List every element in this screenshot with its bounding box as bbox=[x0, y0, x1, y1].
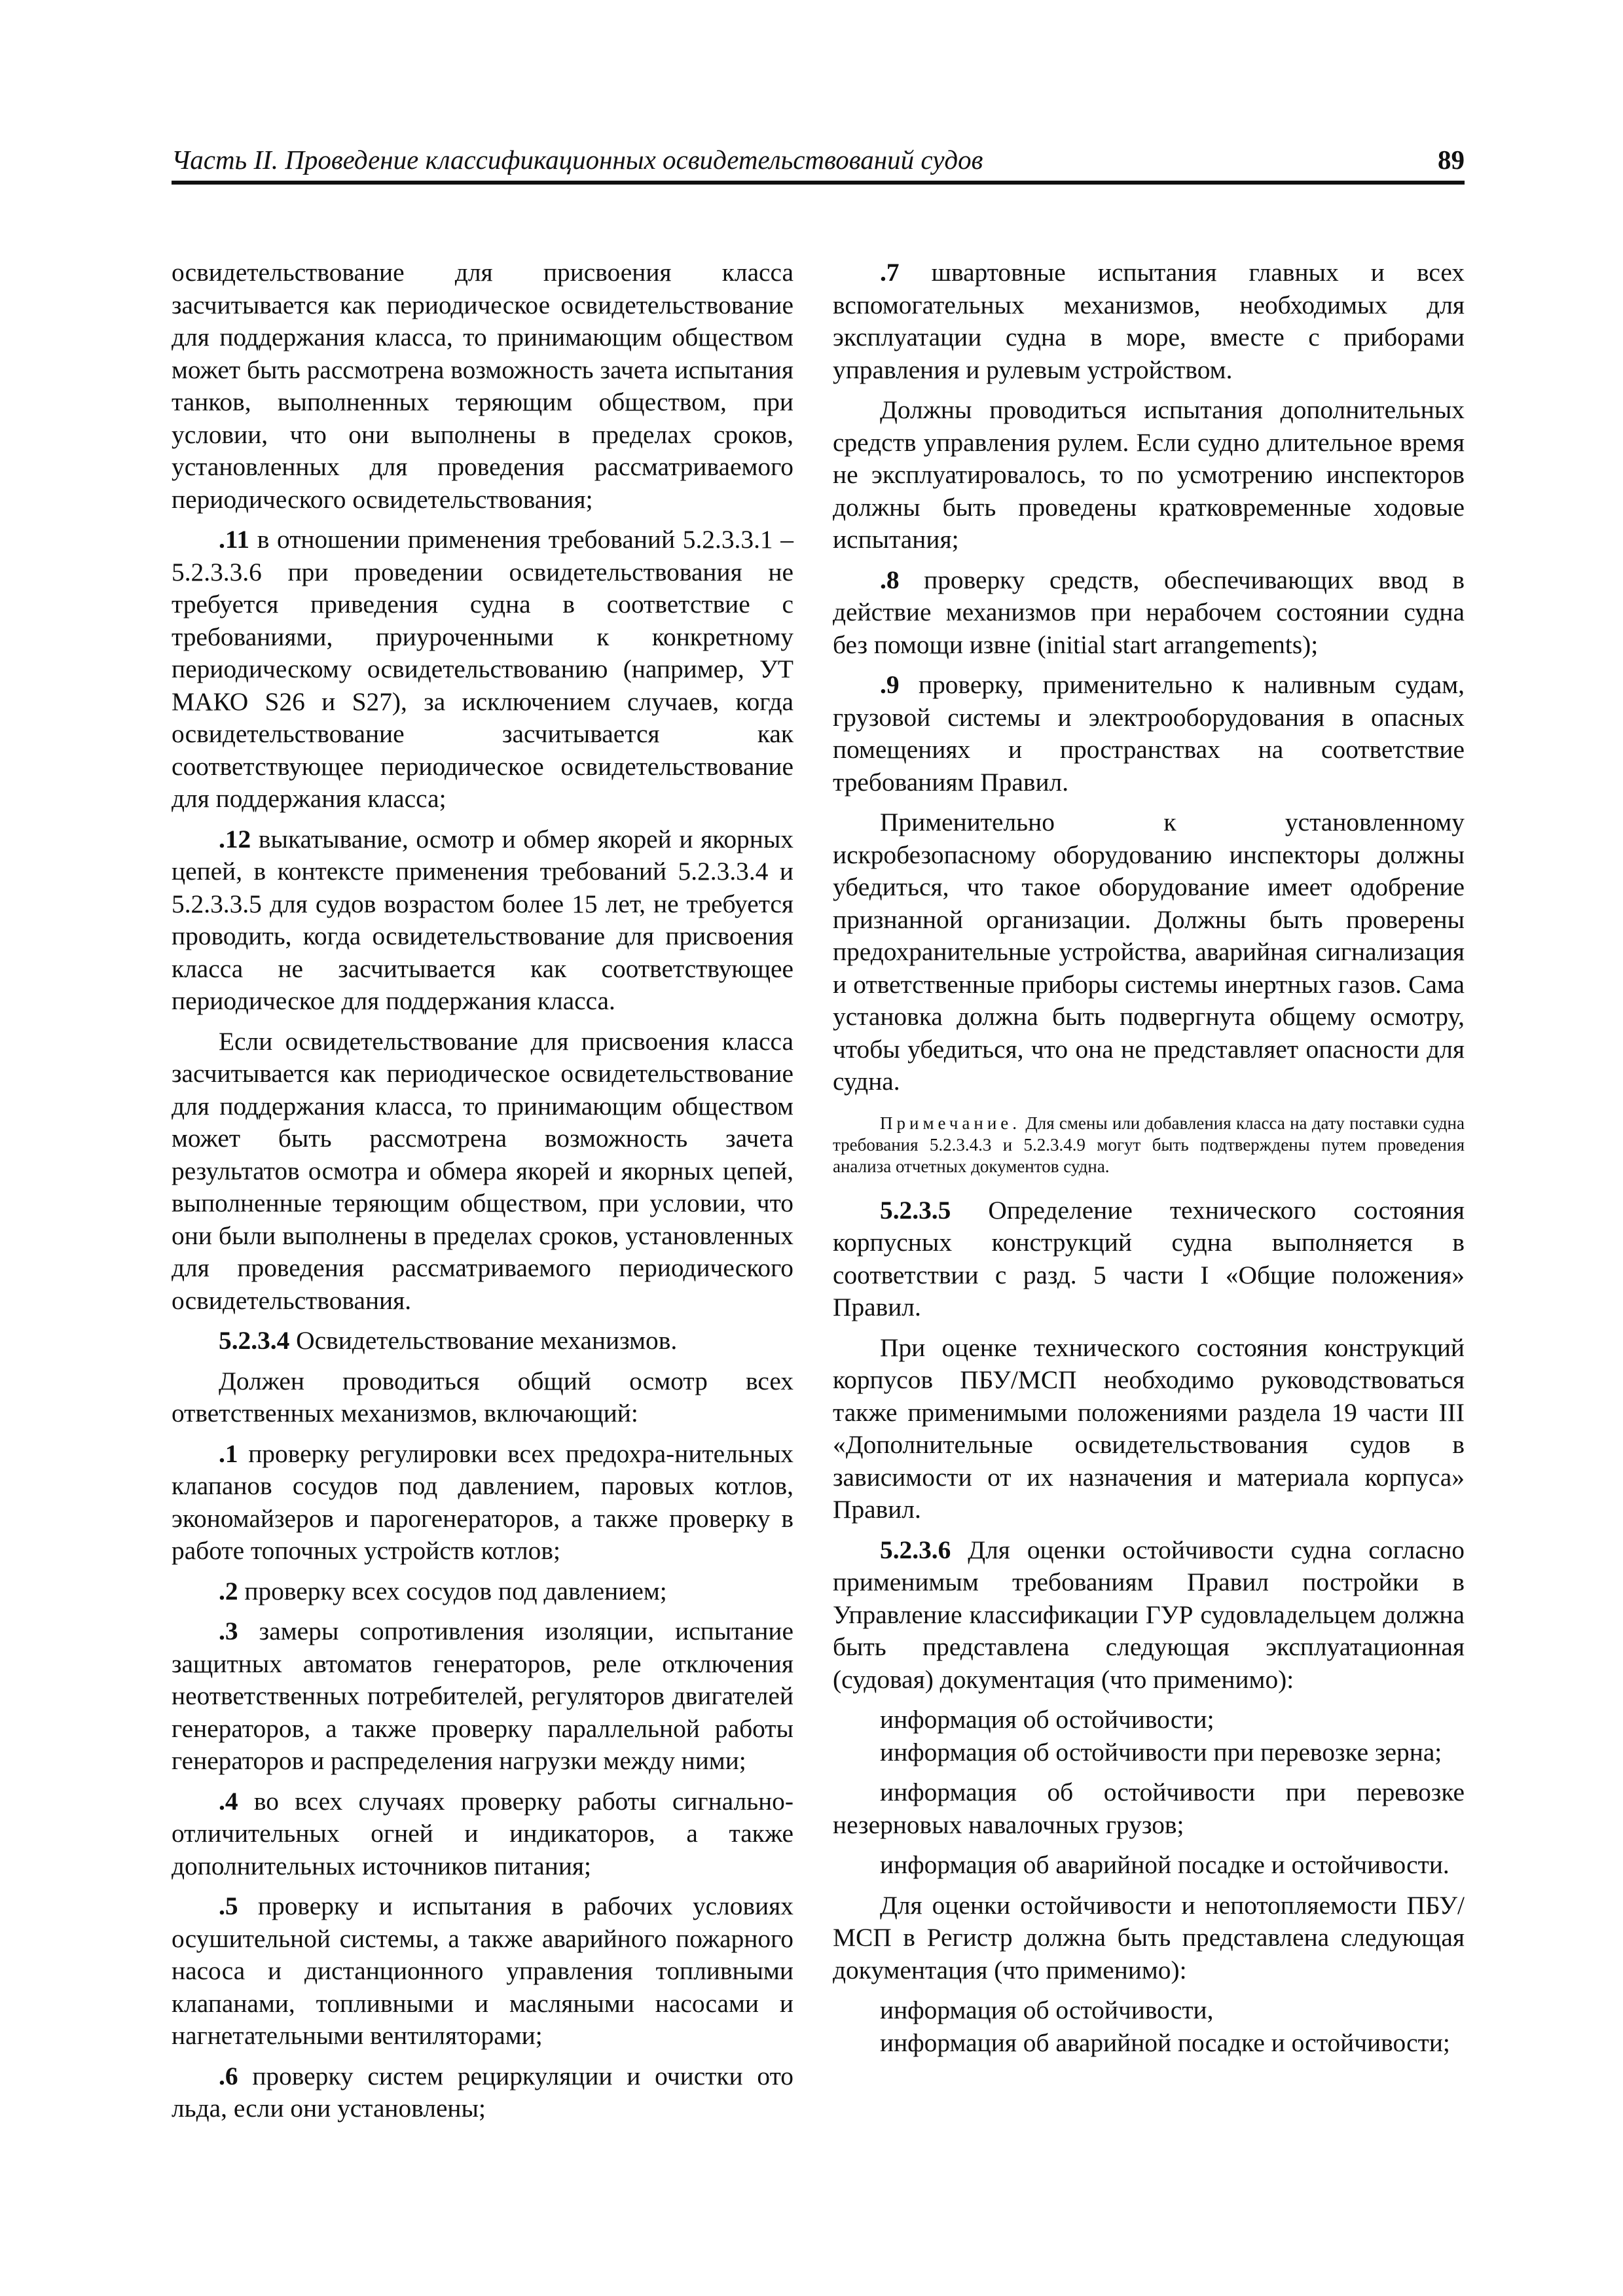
item-text: замеры сопротивления изоляции, испытание защитных автоматов генераторов, реле отключения неответственных потребителей, регуляторов двигателей генераторов, а также проверку параллельной работы генераторов и распределения нагрузки между ними; bbox=[172, 1617, 793, 1775]
left-column bbox=[172, 257, 793, 2133]
page-number: 89 bbox=[1438, 145, 1465, 175]
item-number: .5 bbox=[219, 1892, 238, 1920]
item-text: выкатывание, осмотр и обмер якорей и якорных цепей, в контексте применения требований 5.2.3.3.4 и 5.2.3.3.5 для судов возрастом более 15 лет, не требуется проводить, когда освидетельствование для присвоения класса не засчитывается как соответствующее периодическое для поддержания класса. bbox=[172, 824, 793, 1015]
item-number: .2 bbox=[219, 1576, 238, 1605]
item-text: проверку и испытания в рабочих условиях осушительной системы, а также аварийного пожарного насоса и дистанционного управления топливными клапанами, топливными и масляными насосами и нагнетательными вентиляторами; bbox=[172, 1892, 793, 2050]
paragraph bbox=[833, 564, 1465, 662]
item-text: проверку регулировки всех предохра-нительных клапанов сосудов под давлением, паровых котлов, экономайзеров и парогенераторов, а также проверку в работе топочных устройств котлов; bbox=[172, 1439, 793, 1565]
section-text: Для оценки остойчивости судна согласно применимым требованиям Правил постройки в Управление классификации ГУР судовладельцем должна быть представлена следующая эксплуатационная (судовая) документация (что применимо): bbox=[833, 1535, 1465, 1694]
item-text: проверку всех сосудов под давлением; bbox=[238, 1576, 667, 1605]
section-number: 5.2.3.6 bbox=[880, 1535, 951, 1564]
paragraph: При оценке технического состояния конструкций корпусов ПБУ/МСП необходимо руководствоваться также применимыми положениями раздела 19 части III «Дополнительные освидетельствования судов в зависимости от их назначения и материала корпуса» Правил. bbox=[833, 1333, 1465, 1524]
section-heading bbox=[833, 1534, 1465, 1696]
paragraph: Должны проводиться испытания дополнительных средств управления рулем. Если судно длительное время не эксплуатировалось, то по усмотрению инспекторов должны быть проведены кратковременные ходовые испытания; bbox=[833, 395, 1465, 554]
paragraph: Применительно к установленному искробезопасному оборудованию инспекторы должны убедиться, что такое оборудование имеет одобрение признанной организации. Должны быть проверены предохранительные устройства, аварийная сигнализация и ответственные приборы системы инертных газов. Сама установка должна быть подвергнута общему осмотру, чтобы убедиться, что она не представляет опасности для судна. bbox=[833, 808, 1465, 1096]
section-heading bbox=[172, 1325, 793, 1357]
item-text: в отношении применения требований 5.2.3.3.1 – 5.2.3.3.6 при проведении освидетельствования не требуется приведения судна в соответствие с требованиями, приуроченными к конкретному периодическому освидетельствованию (например, УТ МАКО S26 и S27), за исключением случаев, когда освидетельствование засчитывается как соответствующее периодическое освидетельствование для поддержания класса; bbox=[172, 525, 793, 813]
note-text: Для смены или добавления класса на дату поставки судна требования 5.2.3.4.3 и 5.2.3.4.9 могут быть подтверждены путем проведения анализа отчетных документов судна. bbox=[833, 1113, 1465, 1176]
paragraph: освидетельствование для присвоения класса засчитывается как периодическое освидетельствование для поддержания класса, то принимающим обществом может быть рассмотрена возможность зачета испытания танков, выполненных теряющим обществом, при условии, что они выполнены в пределах сроков, установленных для проведения рассматриваемого периодического освидетельствования; bbox=[172, 258, 793, 514]
paragraph bbox=[833, 257, 1465, 386]
item-number: .6 bbox=[219, 2061, 238, 2090]
item-number: .8 bbox=[880, 565, 900, 594]
item-text: проверку, применительно к наливным судам, грузовой системы и электрооборудования в опасных помещениях и пространствах на соответствие требованиям Правил. bbox=[833, 670, 1465, 797]
item-text: проверку средств, обеспечивающих ввод в действие механизмов при нерабочем состоянии судна без помощи извне (initial start arrangements); bbox=[833, 565, 1465, 659]
item-number: .3 bbox=[219, 1617, 238, 1645]
paragraph bbox=[172, 1575, 793, 1608]
paragraph: Должен проводиться общий осмотр всех ответственных механизмов, включающий: bbox=[172, 1366, 793, 1427]
note bbox=[833, 1113, 1465, 1177]
running-header bbox=[172, 140, 1465, 185]
item-number: .12 bbox=[219, 824, 251, 853]
paragraph bbox=[833, 669, 1465, 798]
list-item: информация об остойчивости, bbox=[880, 1996, 1214, 2024]
item-number: .4 bbox=[219, 1786, 238, 1816]
running-title: Часть II. Проведение классификационных освидетельствований судов bbox=[172, 145, 983, 175]
paragraph bbox=[172, 1890, 793, 2053]
item-number: .7 bbox=[880, 258, 900, 287]
section-heading bbox=[833, 1194, 1465, 1324]
item-text: проверку систем рециркуляции и очистки ото льда, если они установлены; bbox=[172, 2061, 793, 2123]
right-column bbox=[833, 257, 1465, 2067]
paragraph bbox=[172, 524, 793, 816]
list-item: информация об аварийной посадке и остойчивости; bbox=[880, 2028, 1450, 2057]
list-item: информация об остойчивости при перевозке зерна; bbox=[880, 1737, 1442, 1767]
section-title: Освидетельствование механизмов. bbox=[289, 1326, 678, 1355]
paragraph bbox=[172, 1785, 793, 1883]
section-text: Определение технического состояния корпусных конструкций судна выполняется в соответствии с разд. 5 части I «Общие положения» Правил. bbox=[833, 1195, 1465, 1321]
paragraph bbox=[172, 823, 793, 1018]
item-number: .9 bbox=[880, 670, 900, 699]
paragraph bbox=[172, 2060, 793, 2125]
list-item: информация об аварийной посадке и остойчивости. bbox=[880, 1850, 1450, 1879]
item-text: швартовные испытания главных и всех вспомогательных механизмов, необходимых для эксплуатации судна в море, вместе с приборами управления и рулевым устройством. bbox=[833, 258, 1465, 384]
note-label: Примечание. bbox=[880, 1113, 1021, 1133]
item-text: во всех случаях проверку работы сигнально-отличительных огней и индикаторов, а также дополнительных источников питания; bbox=[172, 1786, 793, 1880]
item-number: .11 bbox=[219, 525, 250, 554]
item-number: .1 bbox=[219, 1439, 238, 1468]
paragraph: Для оценки остойчивости и непотопляемости ПБУ/МСП в Регистр должна быть представлена следующая документация (что применимо): bbox=[833, 1890, 1465, 1984]
paragraph bbox=[172, 1615, 793, 1778]
list-item: информация об остойчивости при перевозке незерновых навалочных грузов; bbox=[833, 1778, 1465, 1839]
paragraph: Если освидетельствование для присвоения класса засчитывается как периодическое освидетельствование для поддержания класса, то принимающим обществом может быть рассмотрена возможность зачета результатов осмотра и обмера якорей и якорных цепей, выполненные теряющим обществом, при условии, что они были выполнены в пределах сроков, установленных для проведения рассматриваемого периодического освидетельствования. bbox=[172, 1026, 793, 1315]
section-number: 5.2.3.4 bbox=[219, 1326, 290, 1355]
section-number: 5.2.3.5 bbox=[880, 1195, 951, 1225]
paragraph bbox=[172, 1438, 793, 1568]
list-item: информация об остойчивости; bbox=[880, 1705, 1214, 1734]
